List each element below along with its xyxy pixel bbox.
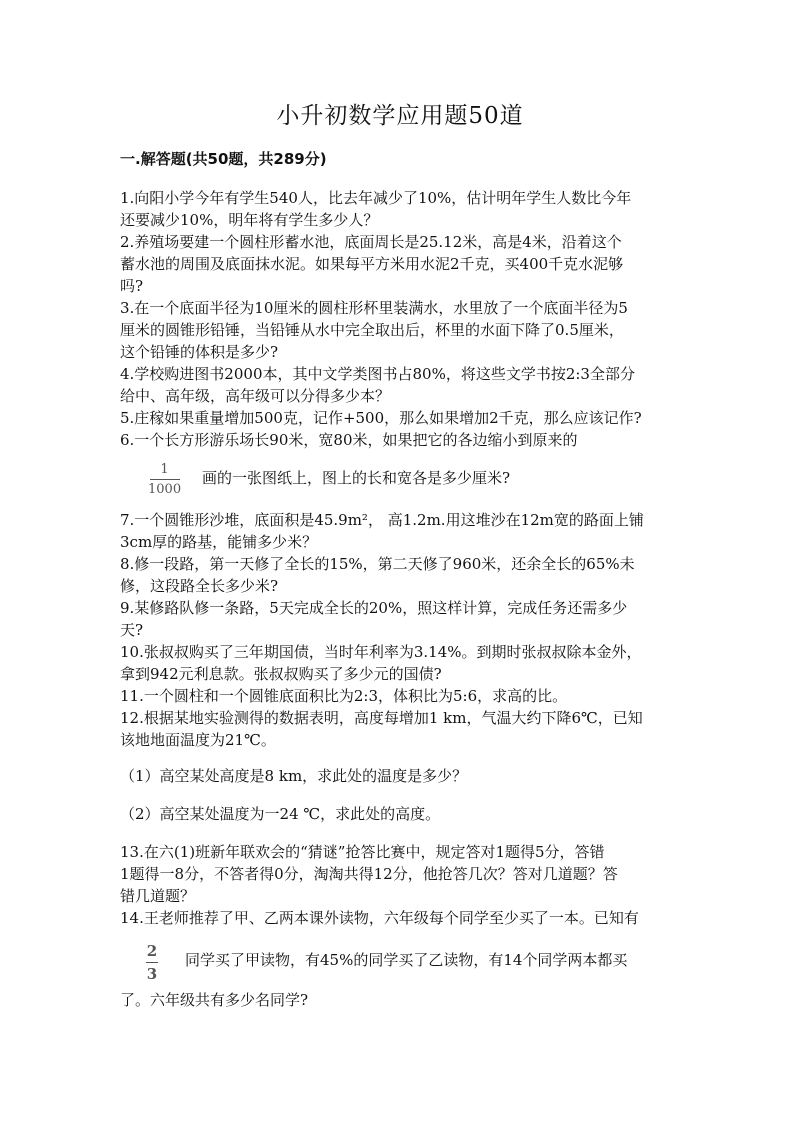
text-line: 3cm厚的路基，能铺多少米？ — [120, 533, 318, 551]
text-line: 10.张叔叔购买了三年期国债，当时年利率为3.14%。到期时张叔叔除本金外， — [120, 643, 642, 661]
fraction-bar — [150, 479, 180, 480]
text-line: 天? — [120, 621, 144, 639]
text-line: 这个铅锤的体积是多少? — [120, 343, 279, 361]
text-line: 了。六年级共有多少名同学? — [120, 991, 309, 1009]
text-line: 12.根据某地实验测得的数据表明，高度每增加1 km，气温大约下降6℃，已知 — [120, 709, 643, 727]
fraction-numerator: 2 — [146, 942, 158, 960]
text-line: 5.庄稼如果重量增加500克，记作+500，那么如果增加2千克，那么应该记作? — [120, 409, 642, 427]
fraction-two-thirds — [146, 942, 158, 983]
text-line: 该地地面温度为21℃。 — [120, 731, 276, 749]
text-line: 1题得一8分，不答者得0分，淘淘共得12分，他抢答几次？答对几道题？答 — [120, 865, 618, 883]
fraction-one-thousandth — [148, 462, 181, 497]
text-line: 给中、高年级，高年级可以分得多少本？ — [120, 387, 391, 405]
text-line: 还要减少10%，明年将有学生多少人？ — [120, 211, 379, 229]
fraction-numerator: 1 — [160, 462, 169, 477]
text-line: 2.养殖场要建一个圆柱形蓄水池，底面周长是25.12米，高是4米，沿着这个 — [120, 233, 622, 251]
text-line: 14.王老师推荐了甲、乙两本课外读物，六年级每个同学至少买了一本。已知有 — [120, 909, 639, 927]
text-line: 修，这段路全长多少米? — [120, 577, 279, 595]
text-line: 6.一个长方形游乐场长90米，宽80米，如果把它的各边缩小到原来的 — [120, 431, 578, 449]
text-line: 同学买了甲读物，有45%的同学买了乙读物，有14个同学两本都买 — [185, 951, 628, 969]
text-line: 1.向阳小学今年有学生540人，比去年减少了10%，估计明年学生人数比今年 — [120, 189, 632, 207]
text-line: （1）高空某处高度是8 km，求此处的温度是多少？ — [120, 767, 468, 785]
text-line: 13.在六(1)班新年联欢会的“猜谜”抢答比赛中，规定答对1题得5分，答错 — [120, 843, 605, 861]
text-line: 11.一个圆柱和一个圆锥底面积比为2:3，体积比为5:6，求高的比。 — [120, 687, 568, 705]
text-line: 4.学校购进图书2000本，其中文学类图书占80%，将这些文学书按2:3全部分 — [120, 365, 635, 383]
text-line: 蓄水池的周围及底面抹水泥。如果每平方米用水泥2千克，买400千克水泥够 — [120, 255, 624, 273]
text-line: （2）高空某处温度为一24 ℃，求此处的高度。 — [120, 805, 441, 823]
text-line: 厘米的圆锥形铅锤，当铅锤从水中完全取出后，杯里的水面下降了0.5厘米， — [120, 321, 624, 339]
document-title: 小升初数学应用题50道 — [276, 103, 524, 129]
text-line: 7.一个圆锥形沙堆，底面积是45.9m²， 高1.2m.用这堆沙在12m宽的路面上铺 — [120, 511, 644, 529]
text-line: 拿到942元利息款。张叔叔购买了多少元的国债? — [120, 665, 442, 683]
fraction-denominator: 1000 — [148, 482, 182, 497]
text-line: 错几道题？ — [120, 887, 196, 905]
text-line: 画的一张图纸上，图上的长和宽各是多少厘米? — [202, 469, 511, 487]
fraction-denominator: 3 — [146, 965, 158, 983]
text-line: 3.在一个底面半径为10厘米的圆柱形杯里装满水，水里放了一个底面半径为5 — [120, 299, 628, 317]
text-line: 9.某修路队修一条路，5天完成全长的20%，照这样计算，完成任务还需多少 — [120, 599, 628, 617]
section-heading: 一.解答题(共50题，共289分) — [120, 150, 327, 168]
fraction-bar — [146, 962, 158, 963]
text-line: 8.修一段路，第一天修了全长的15%，第二天修了960米，还余全长的65%未 — [120, 555, 635, 573]
text-line: 吗? — [120, 277, 144, 295]
